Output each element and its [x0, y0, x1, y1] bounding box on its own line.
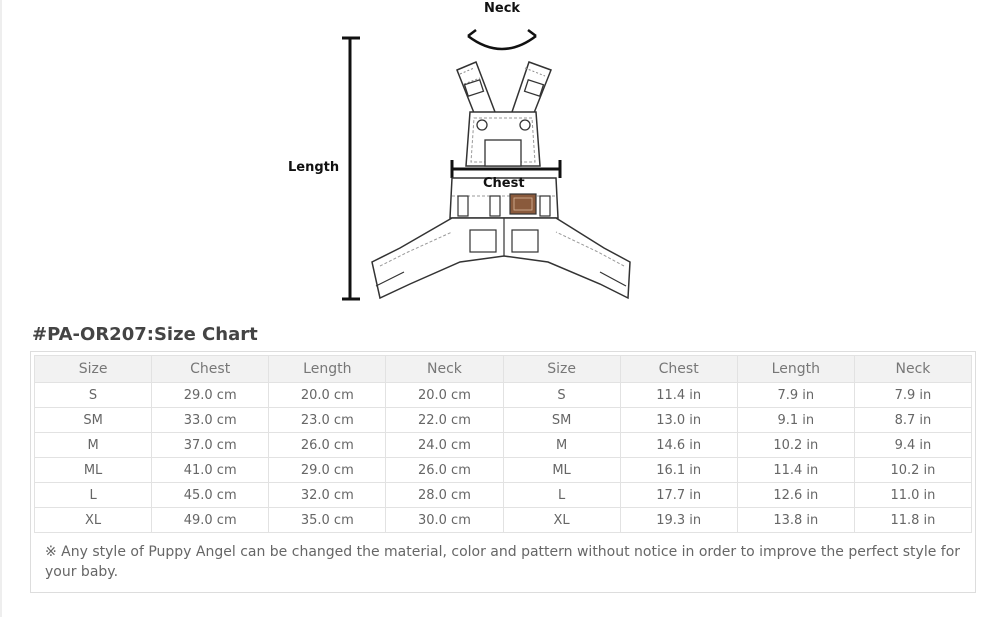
table-row [35, 458, 972, 483]
table-cell: 7.9 in [854, 383, 971, 408]
table-cell: 32.0 cm [269, 483, 386, 508]
table-cell: 9.4 in [854, 433, 971, 458]
header-neck-cm: Neck [386, 356, 503, 383]
table-cell: M [35, 433, 152, 458]
table-cell: SM [503, 408, 620, 433]
table-cell: ML [503, 458, 620, 483]
table-cell: 11.0 in [854, 483, 971, 508]
header-size-cm: Size [35, 356, 152, 383]
table-cell: 29.0 cm [152, 383, 269, 408]
table-row [35, 408, 972, 433]
table-cell: 22.0 cm [386, 408, 503, 433]
table-cell: S [503, 383, 620, 408]
table-cell: ML [35, 458, 152, 483]
size-chart-table [34, 355, 972, 533]
table-cell: 24.0 cm [386, 433, 503, 458]
table-cell: 20.0 cm [269, 383, 386, 408]
table-cell: 13.0 in [620, 408, 737, 433]
table-cell: S [35, 383, 152, 408]
header-chest-in: Chest [620, 356, 737, 383]
header-length-in: Length [737, 356, 854, 383]
table-row [35, 508, 972, 533]
table-cell: 14.6 in [620, 433, 737, 458]
table-header-row [35, 356, 972, 383]
table-cell: 13.8 in [737, 508, 854, 533]
table-row [35, 433, 972, 458]
table-cell: 30.0 cm [386, 508, 503, 533]
table-cell: L [503, 483, 620, 508]
header-chest-cm: Chest [152, 356, 269, 383]
table-cell: 16.1 in [620, 458, 737, 483]
table-cell: 49.0 cm [152, 508, 269, 533]
table-cell: 41.0 cm [152, 458, 269, 483]
size-chart-title: #PA-OR207:Size Chart [32, 324, 258, 345]
table-cell: 10.2 in [854, 458, 971, 483]
disclaimer-note: ※ Any style of Puppy Angel can be changed the material, color and pattern without notice in order to improve the perfect style for your baby. [45, 544, 961, 580]
table-cell: 11.4 in [737, 458, 854, 483]
length-label: Length [288, 160, 340, 175]
table-cell: 17.7 in [620, 483, 737, 508]
table-cell: 26.0 cm [269, 433, 386, 458]
table-cell: L [35, 483, 152, 508]
table-cell: 19.3 in [620, 508, 737, 533]
table-cell: 11.8 in [854, 508, 971, 533]
table-cell: 26.0 cm [386, 458, 503, 483]
neck-label: Neck [484, 1, 521, 16]
table-cell: M [503, 433, 620, 458]
table-cell: 11.4 in [620, 383, 737, 408]
table-cell: 37.0 cm [152, 433, 269, 458]
table-cell: SM [35, 408, 152, 433]
table-cell: 20.0 cm [386, 383, 503, 408]
table-cell: XL [503, 508, 620, 533]
table-cell: 35.0 cm [269, 508, 386, 533]
table-cell: XL [35, 508, 152, 533]
table-cell: 12.6 in [737, 483, 854, 508]
table-cell: 23.0 cm [269, 408, 386, 433]
table-cell: 8.7 in [854, 408, 971, 433]
table-cell: 33.0 cm [152, 408, 269, 433]
table-cell: 7.9 in [737, 383, 854, 408]
table-cell: 29.0 cm [269, 458, 386, 483]
table-row [35, 383, 972, 408]
table-cell: 45.0 cm [152, 483, 269, 508]
header-neck-in: Neck [854, 356, 971, 383]
table-cell: 9.1 in [737, 408, 854, 433]
header-size-in: Size [503, 356, 620, 383]
size-chart-box [30, 351, 976, 593]
table-cell: 10.2 in [737, 433, 854, 458]
table-cell: 28.0 cm [386, 483, 503, 508]
header-length-cm: Length [269, 356, 386, 383]
table-row [35, 483, 972, 508]
chest-label: Chest [483, 176, 525, 191]
